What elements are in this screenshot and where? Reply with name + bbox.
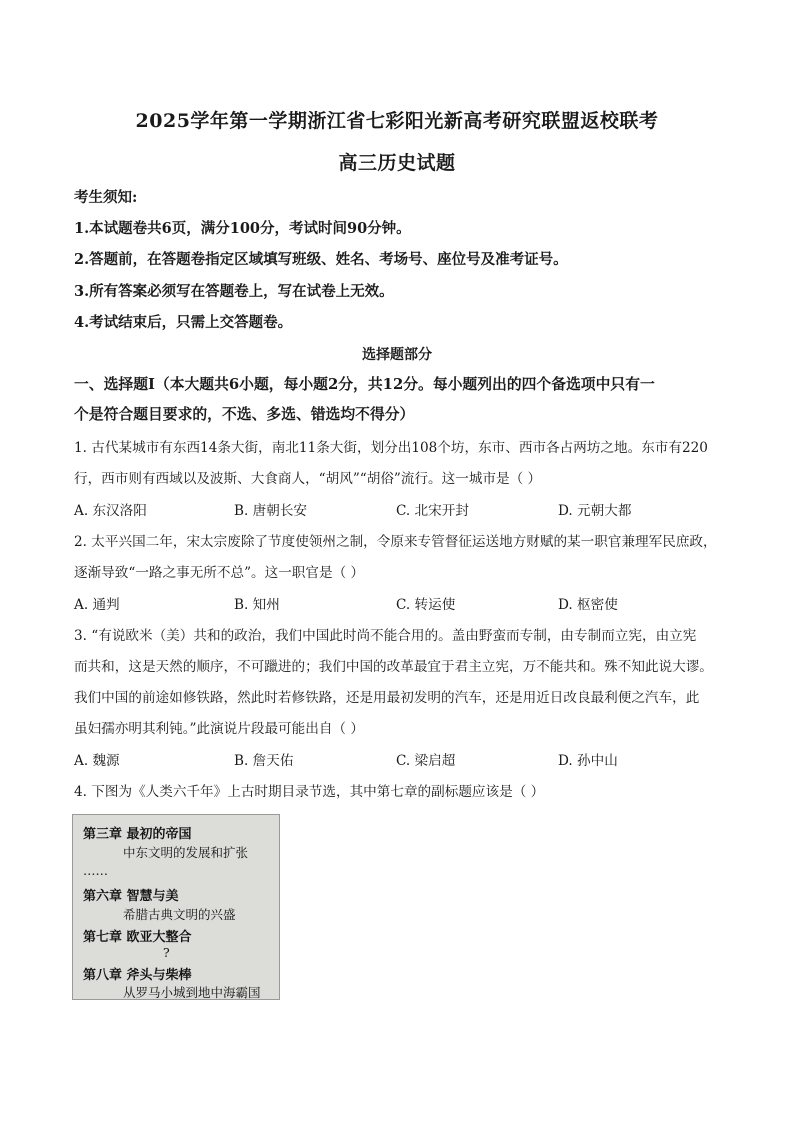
toc-chapter-6-subtitle: 希腊古典文明的兴盛 (123, 907, 236, 922)
exam-subtitle: 高三历史试题 (338, 152, 456, 174)
notice-item: 1.本试题卷共6页，满分100分，考试时间90分钟。 (74, 220, 411, 237)
question-3-text: 而共和，这是天然的顺序，不可躐进的；我们中国的改革最宜于君主立宪，万不能共和。殊不知此说大谬。 (74, 659, 713, 675)
question-2-text: 逐渐导致“一路之事无所不总”。这一职官是（ ） (74, 565, 365, 581)
question-1-text: 行，西市则有西域以及波斯、大食商人，“胡风”“胡俗”流行。这一城市是（ ） (74, 471, 542, 487)
question-3-option-b: B. 詹天佑 (234, 753, 294, 769)
section-title: 选择题部分 (362, 347, 432, 363)
question-2-option-c: C. 转运使 (396, 597, 456, 613)
question-1-option-c: C. 北宋开封 (396, 503, 469, 519)
question-1-option-b: B. 唐朝长安 (234, 503, 308, 519)
toc-chapter-7: 第七章 欧亚大整合 (83, 930, 192, 945)
toc-chapter-6: 第六章 智慧与美 (83, 889, 179, 904)
notice-heading: 考生须知: (74, 189, 138, 206)
question-3-option-a: A. 魏源 (74, 753, 120, 769)
question-3-text: 3. “有说欧米（美）共和的政治，我们中国此时尚不能合用的。盖由野蛮而专制，由专制而立宪，由立宪 (74, 628, 697, 644)
question-1-text: 1. 古代某城市有东西14条大街，南北11条大街，划分出108个坊，东市、西市各占两坊之地。东市有220 (74, 440, 708, 456)
notice-item: 4.考试结束后，只需上交答题卷。 (74, 314, 293, 331)
toc-chapter-8-subtitle: 从罗马小城到地中海霸国 (123, 985, 261, 1000)
question-2-text: 2. 太平兴国二年，宋太宗废除了节度使领州之制，令原来专管督征运送地方财赋的某一职官兼理军民庶政， (74, 534, 717, 550)
question-3-option-d: D. 孙中山 (558, 753, 618, 769)
exam-title: 2025学年第一学期浙江省七彩阳光新高考研究联盟返校联考 (135, 110, 659, 132)
question-4-text: 4. 下图为《人类六千年》上古时期目录节选，其中第七章的副标题应该是（ ） (74, 784, 545, 800)
question-2-option-d: D. 枢密使 (558, 597, 618, 613)
question-1-option-a: A. 东汉洛阳 (74, 503, 147, 519)
notice-item: 3.所有答案必须写在答题卷上，写在试卷上无效。 (74, 283, 394, 300)
toc-figure (72, 814, 280, 1000)
notice-item: 2.答题前，在答题卷指定区域填写班级、姓名、考场号、座位号及准考证号。 (74, 251, 568, 268)
part-instruction: 个是符合题目要求的，不选、多选、错选均不得分） (74, 406, 415, 423)
question-3-option-c: C. 梁启超 (396, 753, 456, 769)
toc-chapter-3-subtitle: 中东文明的发展和扩张 (123, 845, 249, 860)
toc-chapter-7-subtitle: ? (163, 945, 170, 960)
question-3-text: 我们中国的前途如修铁路，然此时若修铁路，还是用最初发明的汽车，还是用近日改良最利便之汽车，此 (74, 690, 700, 706)
toc-chapter-8: 第八章 斧头与柴棒 (83, 968, 192, 983)
question-2-option-b: B. 知州 (234, 597, 280, 613)
toc-ellipsis: …… (83, 863, 108, 878)
question-1-option-d: D. 元朝大都 (558, 503, 632, 519)
toc-chapter-3: 第三章 最初的帝国 (83, 827, 192, 842)
question-3-text: 虽妇孺亦明其利钝。”此演说片段最可能出自（ ） (74, 721, 364, 737)
question-2-option-a: A. 通判 (74, 597, 120, 613)
part-instruction: 一、选择题Ⅰ（本大题共6小题，每小题2分，共12分。每小题列出的四个备选项中只有一 (74, 376, 655, 393)
